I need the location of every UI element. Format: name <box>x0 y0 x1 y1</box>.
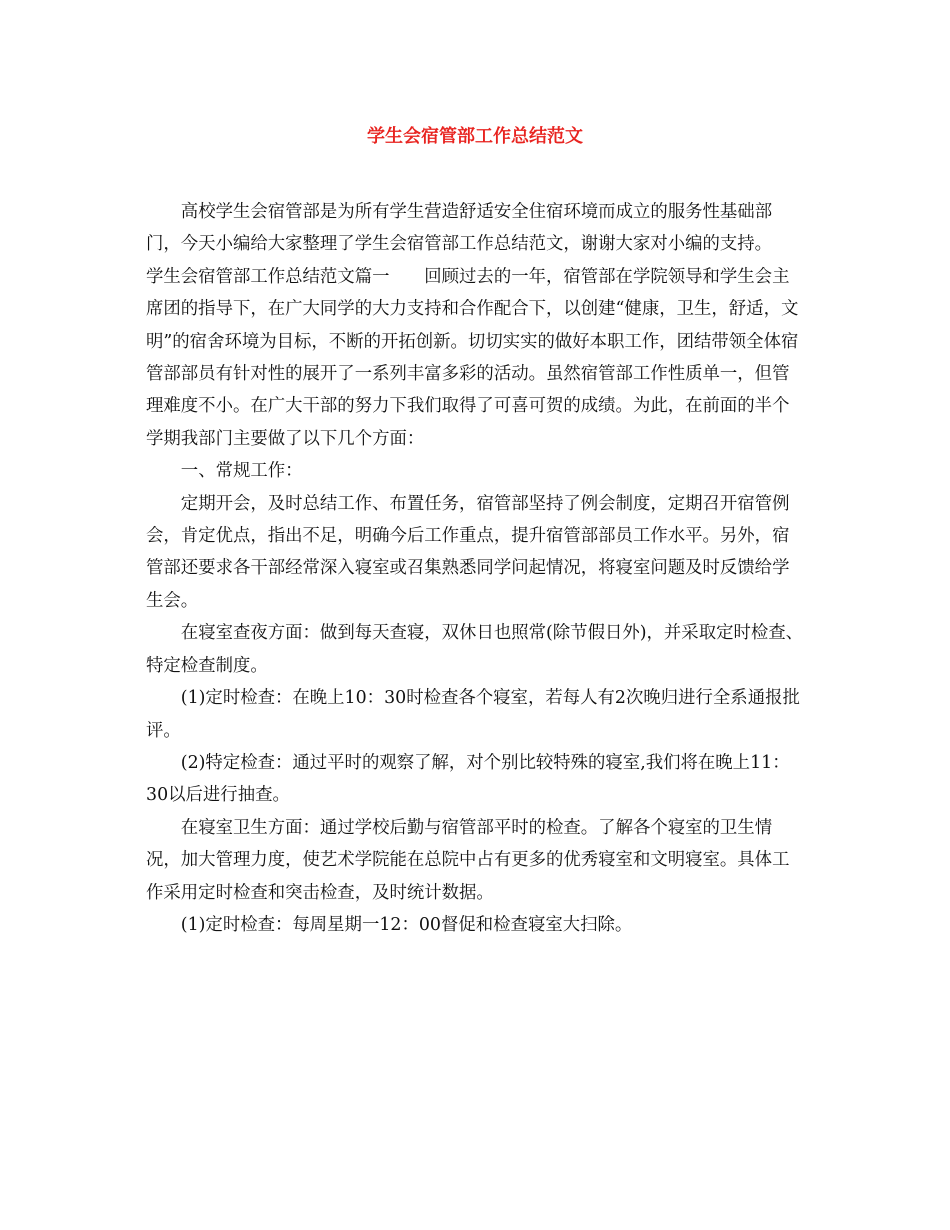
paragraph-heading-routine-work: 一、常规工作： <box>180 461 303 482</box>
paragraph-hygiene: 在寝室卫生方面：通过学校后勤与宿管部平时的检查。了解各个寝室的卫生情况，加大管理力度，使艺术学院能在总院中占有更多的优秀寝室和文明寝室。具体工作采用定时检查和突击检查，及时统计数据。 <box>146 817 790 903</box>
paragraph-special-check: (2)特定检查：通过平时的观察了解，对个别比较特殊的寝室,我们将在晚上11：30以后进行抽查。 <box>146 752 790 806</box>
paragraph-intro: 高校学生会宿管部是为所有学生营造舒适安全住宿环境而成立的服务性基础部门，今天小编给大家整理了学生会宿管部工作总结范文，谢谢大家对小编的支持。 <box>146 202 773 255</box>
paragraph-scheduled-check: (1)定时检查：在晚上10：30时检查各个寝室，若每人有2次晚归进行全系通报批评。 <box>146 688 800 741</box>
paragraph-night-check: 在寝室查夜方面：做到每天查寝，双休日也照常(除节假日外)，并采取定时检查、特定检查制度。 <box>146 623 804 676</box>
document-body <box>146 196 806 941</box>
paragraph-section-one: 学生会宿管部工作总结范文篇一 回顾过去的一年，宿管部在学院领导和学生会主席团的指导下，在广大同学的大力支持和合作配合下，以创建“健康，卫生，舒适，文明”的宿舍环境为目标，不断的开拓创新。切切实实的做好本职工作，团结带领全体宿管部部员有针对性的展开了一系列丰富多彩的活动。虽然宿管部工作性质单一，但管理难度不小。在广大干部的努力下我们取得了可喜可贺的成绩。为此，在前面的半个学期我部门主要做了以下几个方面： <box>146 266 799 449</box>
document-title: 学生会宿管部工作总结范文 <box>367 126 583 147</box>
paragraph-weekly-cleaning: (1)定时检查：每周星期一12：00督促和检查寝室大扫除。 <box>180 914 633 935</box>
paragraph-regular-meetings: 定期开会，及时总结工作、布置任务，宿管部坚持了例会制度，定期召开宿管例会，肯定优点，指出不足，明确今后工作重点，提升宿管部部员工作水平。另外，宿管部还要求各干部经常深入寝室或召集熟悉同学问起情况，将寝室问题及时反馈给学生会。 <box>146 493 790 611</box>
